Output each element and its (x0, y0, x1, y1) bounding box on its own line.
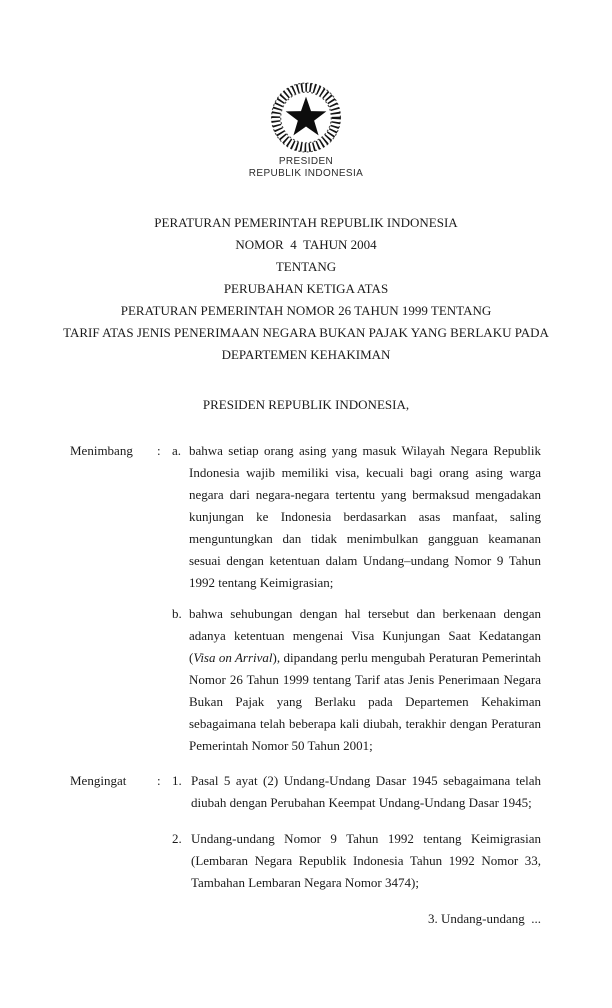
title-line-regulation: PERATURAN PEMERINTAH REPUBLIK INDONESIA (154, 215, 458, 230)
mengingat-row (70, 770, 541, 894)
item-marker: b. (172, 606, 182, 621)
emblem (267, 82, 345, 154)
mengingat-label: Mengingat (70, 773, 127, 788)
title-line-subject: TARIF ATAS JENIS PENERIMAAN NEGARA BUKAN PAJAK YANG BERLAKU PADA (63, 325, 549, 340)
item-marker: 2. (172, 831, 182, 846)
menimbang-colon: : (157, 443, 161, 458)
title-line-perubahan: PERUBAHAN KETIGA ATAS (223, 281, 389, 296)
star-wreath-emblem-icon (267, 82, 345, 154)
item-text-pre: bahwa sehubungan dengan hal tersebut dan berkenaan dengan adanya ketentuan mengenai Visa Kunjungan Saat Kedatangan ( (189, 606, 541, 665)
menimbang-row (70, 440, 541, 757)
emblem-caption-line1: PRESIDEN (278, 156, 334, 167)
title-line-number: NOMOR 4 TAHUN 2004 (235, 237, 377, 252)
title-line-department: DEPARTEMEN KEHAKIMAN (221, 347, 391, 362)
menimbang-item-a (172, 440, 541, 594)
catchword: 3. Undang-undang ... (427, 911, 541, 926)
item-text-italic: Visa on Arrival (193, 650, 273, 665)
menimbang-section (70, 440, 541, 757)
title-line-tentang: TENTANG (275, 259, 337, 274)
emblem-caption-line2: REPUBLIK INDONESIA (248, 167, 364, 179)
item-text: Pasal 5 ayat (2) Undang-Undang Dasar 1945 sebagaimana telah diubah dengan Perubahan Keempat Undang-Undang Dasar 1945; (191, 773, 541, 810)
menimbang-item-b (172, 603, 541, 757)
menimbang-label: Menimbang (70, 443, 133, 458)
preamble-heading: PRESIDEN REPUBLIK INDONESIA, (202, 397, 410, 412)
item-text: Undang-undang Nomor 9 Tahun 1992 tentang Keimigrasian (Lembaran Negara Republik Indonesia Tahun 1992 Nomor 33, Tambahan Lembaran Negara Nomor 3474); (191, 831, 541, 890)
item-marker: 1. (172, 773, 182, 788)
regulation-title (0, 212, 612, 366)
title-line-referenced-regulation: PERATURAN PEMERINTAH NOMOR 26 TAHUN 1999 TENTANG (120, 303, 492, 318)
mengingat-colon: : (157, 773, 161, 788)
item-text (189, 603, 541, 757)
item-text-post: ), dipandang perlu mengubah Peraturan Pemerintah Nomor 26 Tahun 1999 tentang Tarif atas Jenis Penerimaan Negara Bukan Pajak yang Berlaku pada Departemen Kehakiman sebagaimana telah beberapa kali diubah, terakhir dengan Peraturan Pemerintah Nomor 50 Tahun 2001; (189, 650, 541, 753)
item-marker: a. (172, 443, 182, 458)
mengingat-item-2 (172, 828, 541, 894)
item-text: bahwa setiap orang asing yang masuk Wilayah Negara Republik Indonesia wajib memiliki visa, kecuali bagi orang asing warga negara dari negara-negara tertentu yang bermaksud mengadakan kunjungan ke Indonesia berdasarkan asas manfaat, saling menguntungkan dan tidak menimbulkan gangguan keamanan sesuai dengan ketentuan dalam Undang–undang Nomor 9 Tahun 1992 tentang Keimigrasian; (189, 443, 541, 590)
emblem-caption (0, 156, 612, 179)
mengingat-section (70, 770, 541, 894)
mengingat-item-1 (172, 770, 541, 814)
